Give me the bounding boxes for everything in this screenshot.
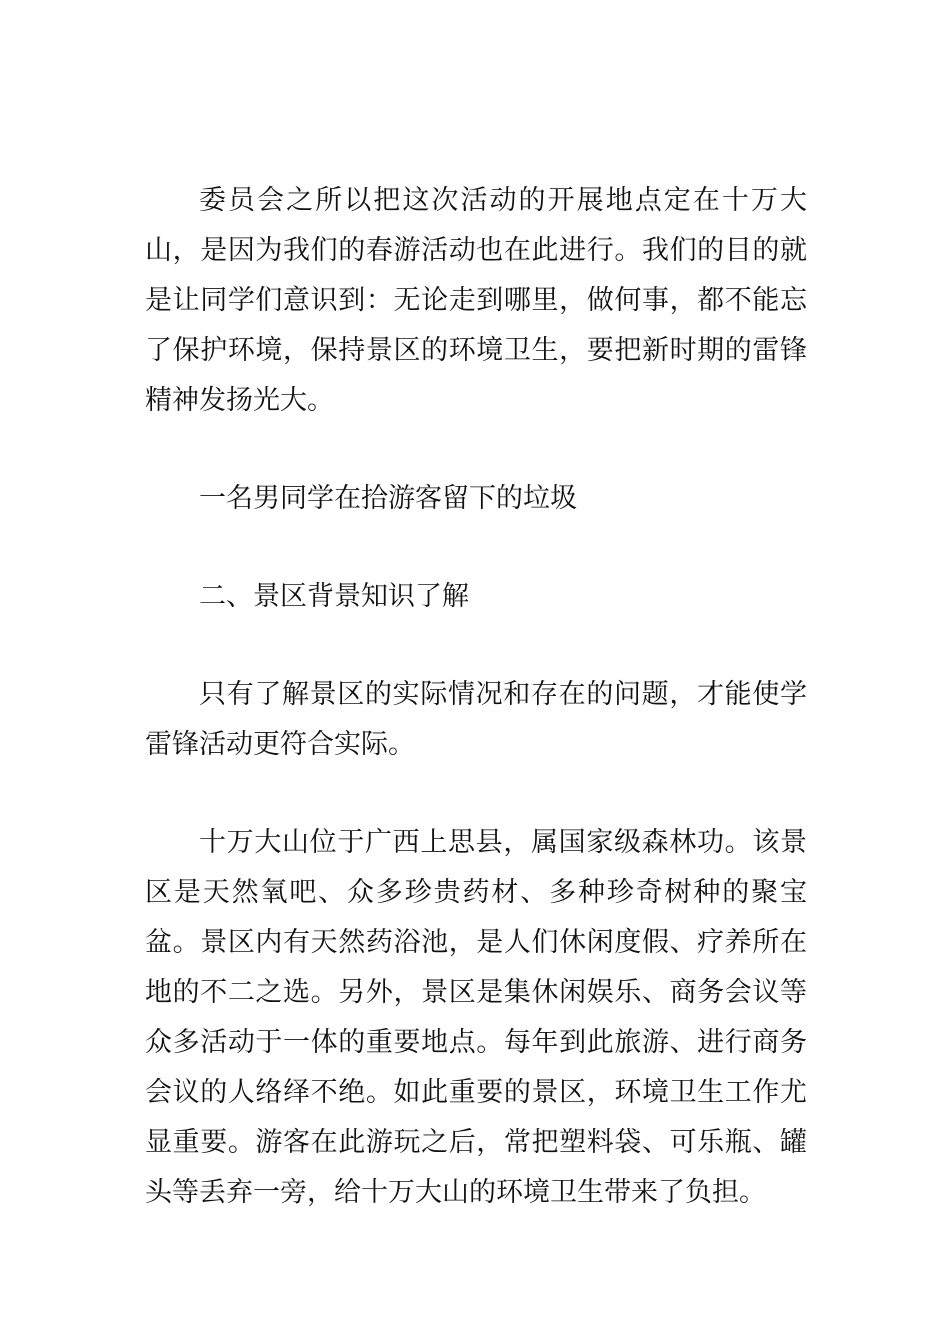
document-body (145, 176, 807, 1218)
paragraph-purpose: 委员会之所以把这次活动的开展地点定在十万大山，是因为我们的春游活动也在此进行。我们的目的就是让同学们意识到：无论走到哪里，做何事，都不能忘了保护环境，保持景区的环境卫生，要把新时期的雷锋精神发扬光大。 (145, 185, 807, 416)
photo-caption: 一名男同学在拾游客留下的垃圾 (199, 483, 577, 514)
section-heading: 二、景区背景知识了解 (199, 581, 469, 612)
paragraph-understanding: 只有了解景区的实际情况和存在的问题，才能使学雷锋活动更符合实际。 (145, 679, 807, 760)
paragraph-scenic-area: 十万大山位于广西上思县，属国家级森林功。该景区是天然氧吧、众多珍贵药材、多种珍奇树种的聚宝盆。景区内有天然药浴池，是人们休闲度假、疗养所在地的不二之选。另外，景区是集休闲娱乐、商务会议等众多活动于一体的重要地点。每年到此旅游、进行商务会议的人络绎不绝。如此重要的景区，环境卫生工作尤显重要。游客在此游玩之后，常把塑料袋、可乐瓶、罐头等丢弃一旁，给十万大山的环境卫生带来了负担。 (145, 827, 807, 1208)
